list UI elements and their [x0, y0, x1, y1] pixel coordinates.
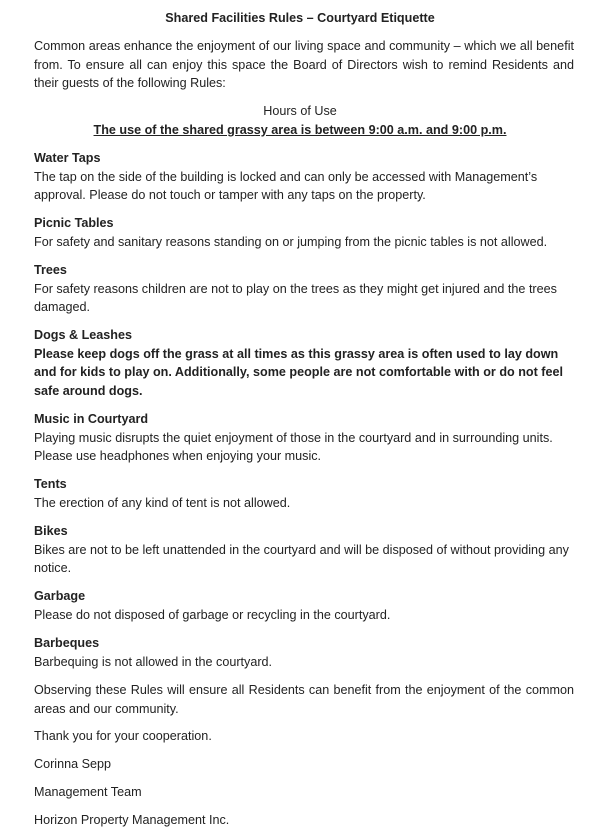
section-text: For safety reasons children are not to play on the trees as they might get injured and the trees damaged.	[34, 281, 557, 315]
section-picnic-tables	[34, 214, 574, 251]
section-music	[34, 410, 574, 466]
thanks-text: Thank you for your cooperation.	[34, 729, 212, 743]
section-tents	[34, 475, 574, 512]
hours-text: The use of the shared grassy area is between 9:00 a.m. and 9:00 p.m.	[93, 123, 507, 137]
section-text: Bikes are not to be left unattended in the courtyard and will be disposed of without providing any notice.	[34, 542, 569, 576]
section-heading: Music in Courtyard	[34, 412, 149, 426]
section-text: For safety and sanitary reasons standing on or jumping from the picnic tables is not allowed.	[34, 234, 548, 249]
section-text: The erection of any kind of tent is not allowed.	[34, 495, 291, 510]
section-dogs-leashes	[34, 326, 574, 400]
section-text: Playing music disrupts the quiet enjoyment of those in the courtyard and in surrounding units. Please use headphones when enjoying your music.	[34, 430, 553, 464]
section-bikes	[34, 522, 574, 578]
signature-company: Horizon Property Management Inc.	[34, 813, 230, 827]
section-text: Please keep dogs off the grass at all times as this grassy area is often used to lay down and for kids to play on. Additionally, some people are not comfortable with or do not feel safe around dogs.	[34, 346, 563, 398]
section-heading: Picnic Tables	[34, 216, 114, 230]
section-heading: Barbeques	[34, 636, 100, 650]
section-heading: Tents	[34, 477, 67, 491]
document-title: Shared Facilities Rules – Courtyard Etiquette	[165, 11, 435, 25]
intro-paragraph: Common areas enhance the enjoyment of our living space and community – which we all benefit from. To ensure all can enjoy this space the Board of Directors wish to remind Residents and their guests of the following Rules:	[34, 39, 574, 91]
section-heading: Bikes	[34, 524, 68, 538]
section-heading: Water Taps	[34, 151, 101, 165]
signature-name: Corinna Sepp	[34, 757, 112, 771]
section-trees	[34, 261, 574, 317]
section-barbeques	[34, 634, 574, 671]
section-garbage	[34, 587, 574, 624]
hours-heading: Hours of Use	[263, 104, 337, 118]
closing-paragraph: Observing these Rules will ensure all Residents can benefit from the enjoyment of the common areas and our community.	[34, 683, 574, 716]
section-text: The tap on the side of the building is locked and can only be accessed with Management’s approval. Please do not touch or tamper with any taps on the property.	[34, 169, 538, 203]
section-heading: Garbage	[34, 589, 86, 603]
section-text: Barbequing is not allowed in the courtyard.	[34, 654, 273, 669]
section-heading: Trees	[34, 263, 67, 277]
section-water-taps	[34, 149, 574, 205]
section-text: Please do not disposed of garbage or recycling in the courtyard.	[34, 607, 391, 622]
section-heading: Dogs & Leashes	[34, 328, 132, 342]
signature-role: Management Team	[34, 785, 142, 799]
